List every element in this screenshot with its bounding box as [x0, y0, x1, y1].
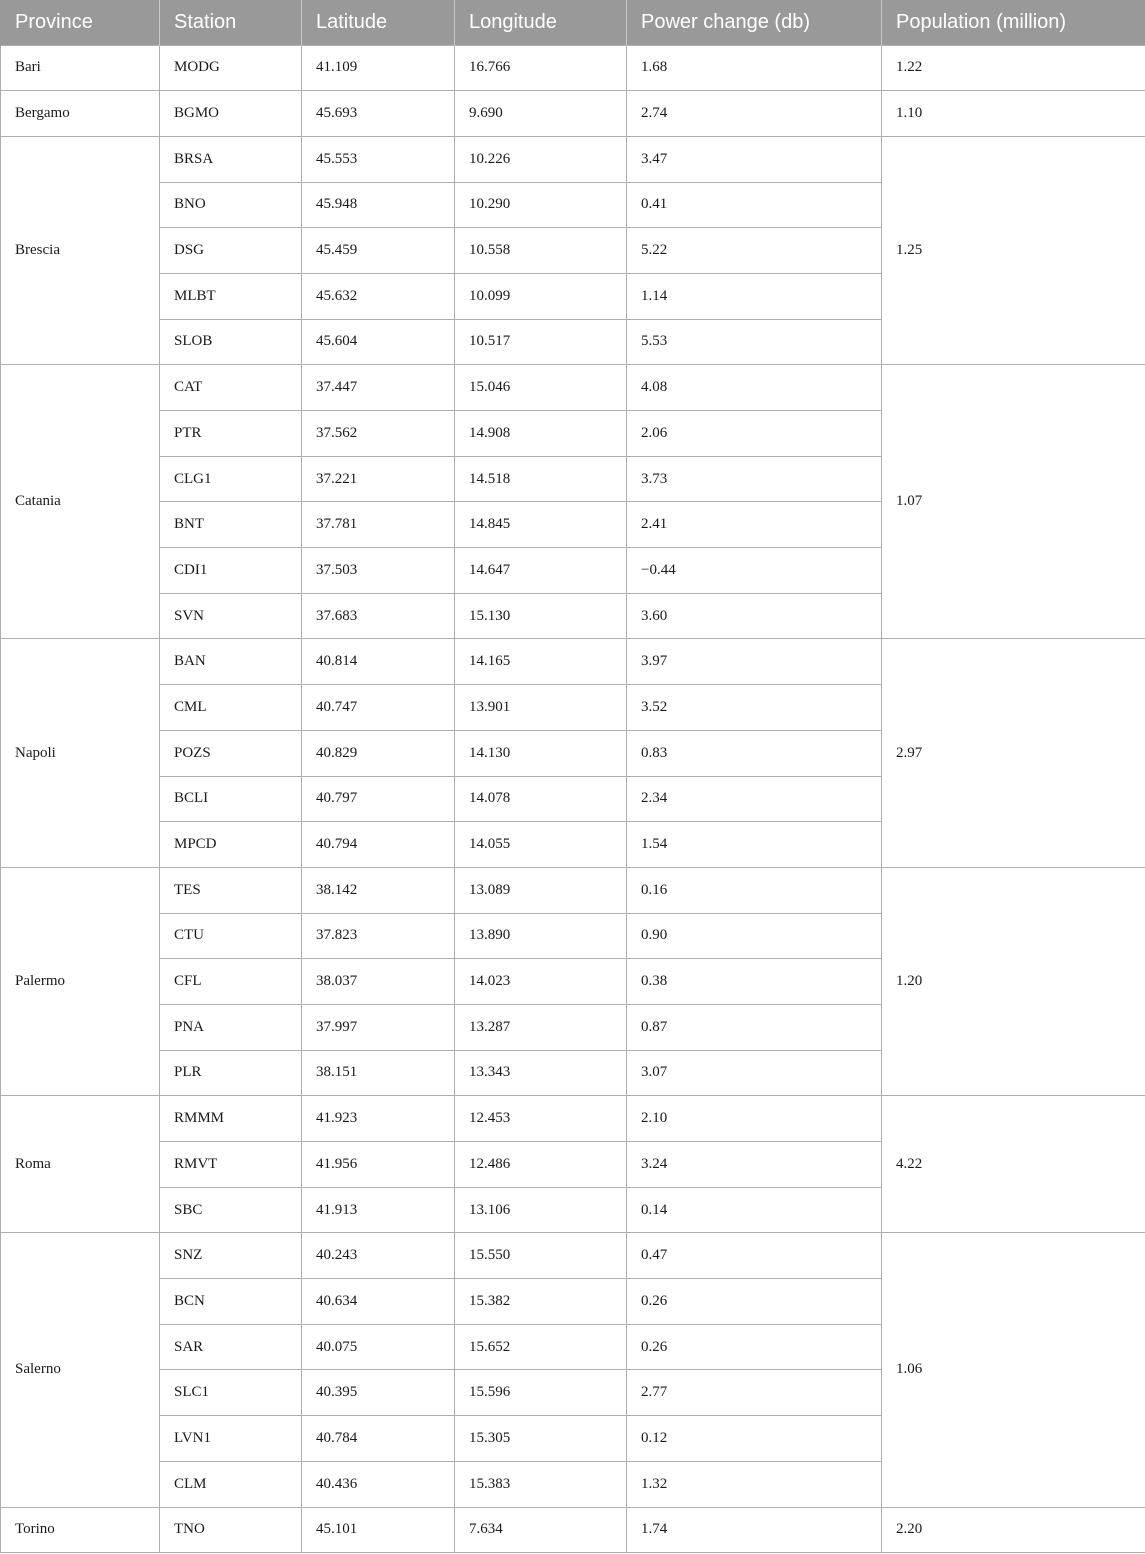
longitude-cell: 13.287	[455, 1004, 627, 1050]
station-cell: PTR	[160, 411, 302, 457]
province-cell: Napoli	[1, 639, 160, 867]
latitude-cell: 40.814	[302, 639, 455, 685]
station-cell: MPCD	[160, 822, 302, 868]
station-cell: CAT	[160, 365, 302, 411]
latitude-cell: 40.395	[302, 1370, 455, 1416]
station-cell: TNO	[160, 1507, 302, 1553]
longitude-cell: 13.089	[455, 867, 627, 913]
latitude-cell: 41.109	[302, 45, 455, 91]
power-change-cell: 2.34	[627, 776, 882, 822]
longitude-cell: 13.890	[455, 913, 627, 959]
longitude-cell: 14.908	[455, 411, 627, 457]
power-change-cell: 4.08	[627, 365, 882, 411]
latitude-cell: 37.503	[302, 548, 455, 594]
latitude-cell: 40.075	[302, 1324, 455, 1370]
province-cell: Roma	[1, 1096, 160, 1233]
table-row	[1, 45, 1145, 91]
power-change-cell: 2.06	[627, 411, 882, 457]
power-change-cell: 0.14	[627, 1187, 882, 1233]
table-row	[1, 91, 1145, 137]
power-change-cell: 3.60	[627, 593, 882, 639]
latitude-cell: 40.784	[302, 1416, 455, 1462]
header-longitude: Longitude	[455, 0, 627, 45]
station-cell: CFL	[160, 959, 302, 1005]
header-station: Station	[160, 0, 302, 45]
power-change-cell: 0.26	[627, 1324, 882, 1370]
longitude-cell: 14.130	[455, 730, 627, 776]
power-change-cell: 0.47	[627, 1233, 882, 1279]
station-cell: CML	[160, 685, 302, 731]
power-change-cell: 0.90	[627, 913, 882, 959]
latitude-cell: 40.794	[302, 822, 455, 868]
latitude-cell: 41.913	[302, 1187, 455, 1233]
longitude-cell: 13.343	[455, 1050, 627, 1096]
longitude-cell: 13.106	[455, 1187, 627, 1233]
station-cell: SLC1	[160, 1370, 302, 1416]
longitude-cell: 15.046	[455, 365, 627, 411]
province-cell: Salerno	[1, 1233, 160, 1507]
header-latitude: Latitude	[302, 0, 455, 45]
power-change-cell: 0.87	[627, 1004, 882, 1050]
longitude-cell: 14.518	[455, 456, 627, 502]
population-cell: 2.97	[882, 639, 1145, 867]
province-cell: Bari	[1, 45, 160, 91]
power-change-cell: 0.83	[627, 730, 882, 776]
latitude-cell: 40.797	[302, 776, 455, 822]
longitude-cell: 14.078	[455, 776, 627, 822]
power-change-cell: 3.07	[627, 1050, 882, 1096]
latitude-cell: 38.037	[302, 959, 455, 1005]
longitude-cell: 7.634	[455, 1507, 627, 1553]
station-cell: PNA	[160, 1004, 302, 1050]
power-change-cell: 1.32	[627, 1461, 882, 1507]
table-row	[1, 639, 1145, 685]
longitude-cell: 15.596	[455, 1370, 627, 1416]
latitude-cell: 45.553	[302, 136, 455, 182]
power-change-cell: 1.68	[627, 45, 882, 91]
longitude-cell: 13.901	[455, 685, 627, 731]
latitude-cell: 37.447	[302, 365, 455, 411]
longitude-cell: 9.690	[455, 91, 627, 137]
station-cell: CDI1	[160, 548, 302, 594]
station-cell: MODG	[160, 45, 302, 91]
station-cell: POZS	[160, 730, 302, 776]
latitude-cell: 38.142	[302, 867, 455, 913]
station-cell: SLOB	[160, 319, 302, 365]
power-change-cell: 0.41	[627, 182, 882, 228]
population-cell: 1.22	[882, 45, 1145, 91]
station-cell: DSG	[160, 228, 302, 274]
station-cell: TES	[160, 867, 302, 913]
latitude-cell: 37.221	[302, 456, 455, 502]
population-cell: 1.10	[882, 91, 1145, 137]
latitude-cell: 38.151	[302, 1050, 455, 1096]
power-change-cell: 3.24	[627, 1142, 882, 1188]
latitude-cell: 37.562	[302, 411, 455, 457]
station-cell: BGMO	[160, 91, 302, 137]
population-cell: 1.20	[882, 867, 1145, 1095]
power-change-cell: 0.38	[627, 959, 882, 1005]
power-change-cell: 3.47	[627, 136, 882, 182]
power-change-cell: 3.97	[627, 639, 882, 685]
latitude-cell: 40.436	[302, 1461, 455, 1507]
longitude-cell: 15.305	[455, 1416, 627, 1462]
power-change-cell: 0.16	[627, 867, 882, 913]
latitude-cell: 41.923	[302, 1096, 455, 1142]
power-change-cell: 5.53	[627, 319, 882, 365]
station-cell: RMMM	[160, 1096, 302, 1142]
header-row	[1, 0, 1145, 45]
power-change-cell: 2.10	[627, 1096, 882, 1142]
longitude-cell: 15.383	[455, 1461, 627, 1507]
station-cell: MLBT	[160, 273, 302, 319]
latitude-cell: 37.683	[302, 593, 455, 639]
power-change-cell: 2.77	[627, 1370, 882, 1416]
province-cell: Brescia	[1, 136, 160, 364]
latitude-cell: 45.459	[302, 228, 455, 274]
latitude-cell: 45.632	[302, 273, 455, 319]
table-row	[1, 1233, 1145, 1279]
station-cell: SBC	[160, 1187, 302, 1233]
header-power-change: Power change (db)	[627, 0, 882, 45]
longitude-cell: 15.652	[455, 1324, 627, 1370]
longitude-cell: 12.486	[455, 1142, 627, 1188]
power-change-cell: 1.14	[627, 273, 882, 319]
longitude-cell: 16.766	[455, 45, 627, 91]
population-cell: 1.25	[882, 136, 1145, 364]
station-cell: CLG1	[160, 456, 302, 502]
latitude-cell: 40.634	[302, 1279, 455, 1325]
table-row	[1, 867, 1145, 913]
table-header	[1, 0, 1145, 45]
longitude-cell: 12.453	[455, 1096, 627, 1142]
latitude-cell: 45.693	[302, 91, 455, 137]
station-cell: BNO	[160, 182, 302, 228]
longitude-cell: 15.550	[455, 1233, 627, 1279]
power-change-cell: 3.73	[627, 456, 882, 502]
province-cell: Palermo	[1, 867, 160, 1095]
station-cell: BNT	[160, 502, 302, 548]
table-row	[1, 1507, 1145, 1553]
station-cell: CTU	[160, 913, 302, 959]
latitude-cell: 37.823	[302, 913, 455, 959]
longitude-cell: 14.845	[455, 502, 627, 548]
power-change-cell: 0.26	[627, 1279, 882, 1325]
station-cell: CLM	[160, 1461, 302, 1507]
station-cell: LVN1	[160, 1416, 302, 1462]
table-row	[1, 136, 1145, 182]
province-cell: Torino	[1, 1507, 160, 1553]
longitude-cell: 14.055	[455, 822, 627, 868]
table-body	[1, 45, 1145, 1553]
longitude-cell: 14.165	[455, 639, 627, 685]
station-cell: BCN	[160, 1279, 302, 1325]
power-change-cell: 1.74	[627, 1507, 882, 1553]
power-change-cell: 1.54	[627, 822, 882, 868]
power-change-cell: 0.12	[627, 1416, 882, 1462]
longitude-cell: 15.130	[455, 593, 627, 639]
latitude-cell: 41.956	[302, 1142, 455, 1188]
population-cell: 1.07	[882, 365, 1145, 639]
station-cell: PLR	[160, 1050, 302, 1096]
power-change-cell: 3.52	[627, 685, 882, 731]
station-cell: BCLI	[160, 776, 302, 822]
latitude-cell: 37.781	[302, 502, 455, 548]
longitude-cell: 10.099	[455, 273, 627, 319]
latitude-cell: 40.243	[302, 1233, 455, 1279]
province-cell: Catania	[1, 365, 160, 639]
station-cell: BAN	[160, 639, 302, 685]
latitude-cell: 40.829	[302, 730, 455, 776]
population-cell: 2.20	[882, 1507, 1145, 1553]
latitude-cell: 45.604	[302, 319, 455, 365]
station-cell: SNZ	[160, 1233, 302, 1279]
power-change-cell: 5.22	[627, 228, 882, 274]
power-change-cell: 2.74	[627, 91, 882, 137]
province-cell: Bergamo	[1, 91, 160, 137]
population-cell: 1.06	[882, 1233, 1145, 1507]
latitude-cell: 45.948	[302, 182, 455, 228]
station-cell: BRSA	[160, 136, 302, 182]
longitude-cell: 15.382	[455, 1279, 627, 1325]
latitude-cell: 45.101	[302, 1507, 455, 1553]
longitude-cell: 14.647	[455, 548, 627, 594]
latitude-cell: 37.997	[302, 1004, 455, 1050]
longitude-cell: 10.558	[455, 228, 627, 274]
power-change-cell: 2.41	[627, 502, 882, 548]
table-row	[1, 1096, 1145, 1142]
header-province: Province	[1, 0, 160, 45]
station-cell: SAR	[160, 1324, 302, 1370]
station-cell: RMVT	[160, 1142, 302, 1188]
table-row	[1, 365, 1145, 411]
longitude-cell: 14.023	[455, 959, 627, 1005]
longitude-cell: 10.517	[455, 319, 627, 365]
header-population: Population (million)	[882, 0, 1145, 45]
longitude-cell: 10.290	[455, 182, 627, 228]
population-cell: 4.22	[882, 1096, 1145, 1233]
station-cell: SVN	[160, 593, 302, 639]
longitude-cell: 10.226	[455, 136, 627, 182]
power-change-cell: −0.44	[627, 548, 882, 594]
latitude-cell: 40.747	[302, 685, 455, 731]
